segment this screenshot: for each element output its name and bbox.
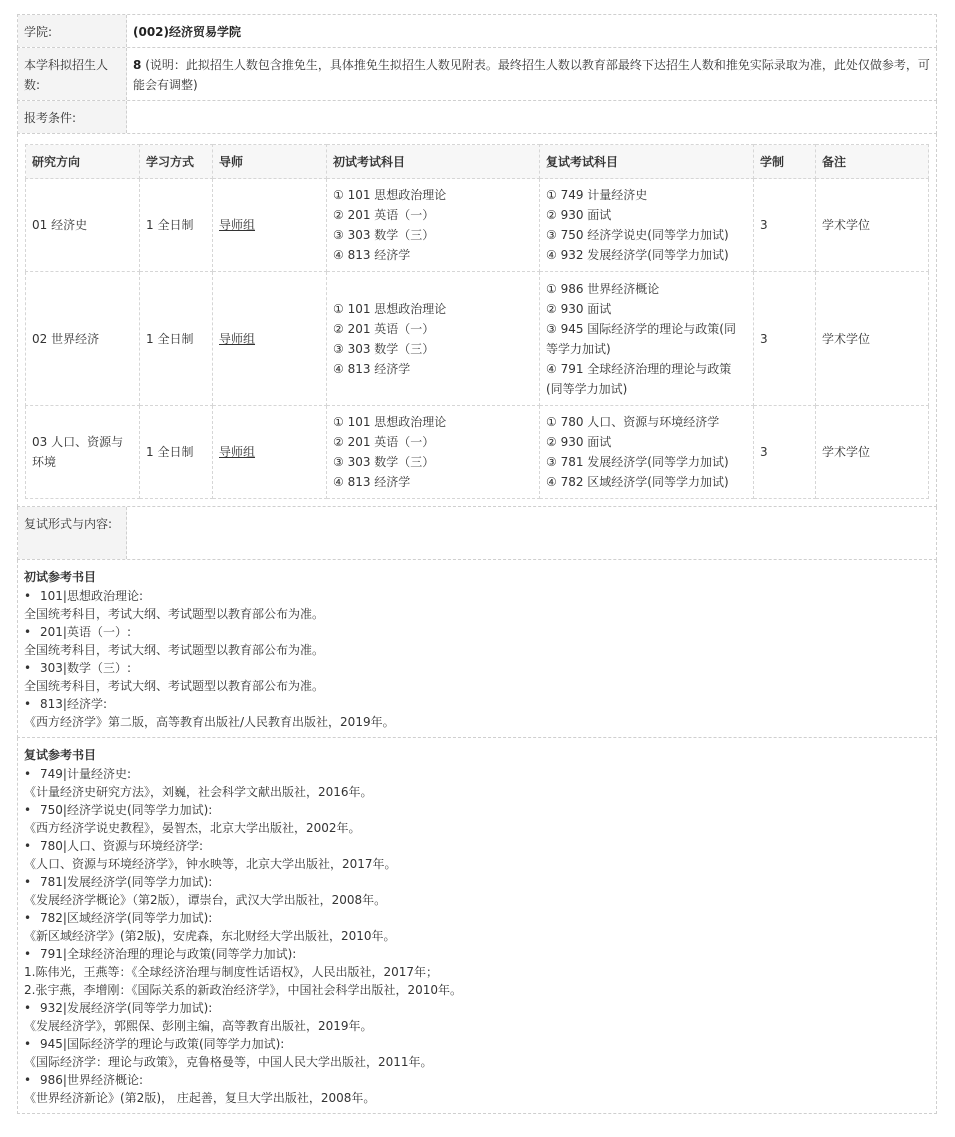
subject-line: ① 101 思想政治理论 (333, 301, 447, 316)
table-header-row (26, 145, 929, 179)
mode-cell: 1 全日制 (140, 179, 213, 272)
retest-format-row (17, 507, 937, 560)
subject-line: ① 101 思想政治理论 (333, 415, 447, 429)
initial-books-title: 初试参考书目 (24, 570, 97, 584)
tutor-cell (213, 406, 327, 499)
col-header: 研究方向 (26, 145, 140, 179)
subject-line: ③ 945 国际经济学的理论与政策(同等学力加试) (546, 321, 736, 356)
subject-line: ④ 813 经济学 (333, 248, 411, 262)
table-row (26, 179, 929, 272)
conditions-label: 报考条件: (18, 101, 127, 133)
book-entry: 全国统考科目，考试大纲、考试题型以教育部公布为准。 (24, 679, 325, 693)
book-entry: 《世界经济新论》(第2版)， 庄起善，复旦大学出版社，2008年。 (24, 1091, 376, 1105)
subject-line: ④ 782 区域经济学(同等学力加试) (546, 475, 729, 489)
program-table (25, 144, 929, 499)
initial-subjects-cell (327, 272, 540, 406)
direction-cell: 03 人口、资源与环境 (26, 406, 140, 499)
subject-line: ② 201 英语（一） (333, 321, 435, 336)
book-subject: • 782|区域经济学(同等学力加试): (24, 909, 930, 927)
years-cell: 3 (754, 406, 816, 499)
col-header: 初试考试科目 (327, 145, 540, 179)
subject-line: ① 749 计量经济史 (546, 188, 648, 202)
initial-subjects-cell (327, 179, 540, 272)
book-entry: 1.陈伟光，王燕等：《全球经济治理与制度性话语权》，人民出版社，2017年； (24, 965, 438, 979)
subject-line: ③ 303 数学（三） (333, 228, 435, 242)
subject-line: ④ 813 经济学 (333, 361, 411, 376)
book-subject: • 201|英语（一）: (24, 623, 930, 641)
subject-line: ④ 813 经济学 (333, 475, 411, 489)
retest-books-section (17, 738, 937, 1114)
subject-line: ③ 750 经济学说史(同等学力加试) (546, 228, 729, 242)
subject-line: ③ 303 数学（三） (333, 341, 435, 356)
book-entry: 全国统考科目，考试大纲、考试题型以教育部公布为准。 (24, 607, 325, 621)
book-entry: 《新区域经济学》(第2版)，安虎森，东北财经大学出版社，2010年。 (24, 929, 396, 943)
tutor-cell (213, 272, 327, 406)
quota-row (17, 48, 937, 101)
quota-number: 8 (133, 58, 142, 72)
book-subject: • 749|计量经济史: (24, 765, 930, 783)
tutor-link[interactable]: 导师组 (219, 218, 256, 232)
initial-subjects-cell (327, 406, 540, 499)
book-entry: 《人口、资源与环境经济学》，钟水映等，北京大学出版社，2017年。 (24, 857, 397, 871)
years-cell: 3 (754, 272, 816, 406)
book-subject: • 101|思想政治理论: (24, 587, 930, 605)
quota-label: 本学科拟招生人数: (18, 48, 127, 100)
subject-line: ② 201 英语（一） (333, 208, 435, 222)
conditions-value (127, 101, 936, 133)
initial-books-section (17, 560, 937, 738)
college-row (17, 14, 937, 48)
book-subject: • 750|经济学说史(同等学力加试): (24, 801, 930, 819)
book-subject: • 813|经济学: (24, 695, 930, 713)
tutor-link[interactable]: 导师组 (219, 445, 256, 459)
col-header: 备注 (816, 145, 929, 179)
retest-format-label: 复试形式与内容: (18, 507, 127, 559)
note-cell: 学术学位 (816, 406, 929, 499)
book-subject: • 781|发展经济学(同等学力加试): (24, 873, 930, 891)
col-header: 学制 (754, 145, 816, 179)
book-entry: 《国际经济学：理论与政策》，克鲁格曼等，中国人民大学出版社，2011年。 (24, 1055, 433, 1069)
table-row (26, 406, 929, 499)
retest-subjects-cell (540, 179, 754, 272)
book-subject: • 945|国际经济学的理论与政策(同等学力加试): (24, 1035, 930, 1053)
mode-cell: 1 全日制 (140, 406, 213, 499)
tutor-cell (213, 179, 327, 272)
table-row (26, 272, 929, 406)
book-entry: 《西方经济学》第二版，高等教育出版社/人民教育出版社，2019年。 (24, 715, 395, 729)
subject-line: ② 201 英语（一） (333, 435, 435, 449)
retest-books-title: 复试参考书目 (24, 748, 97, 762)
conditions-row (17, 101, 937, 134)
mode-cell: 1 全日制 (140, 272, 213, 406)
book-subject: • 791|全球经济治理的理论与政策(同等学力加试): (24, 945, 930, 963)
subject-line: ① 986 世界经济概论 (546, 281, 660, 296)
subject-line: ④ 932 发展经济学(同等学力加试) (546, 248, 729, 262)
subject-line: ① 101 思想政治理论 (333, 188, 447, 202)
book-subject: • 986|世界经济概论: (24, 1071, 930, 1089)
book-subject: • 780|人口、资源与环境经济学: (24, 837, 930, 855)
subject-line: ③ 303 数学（三） (333, 455, 435, 469)
college-value: (002)经济贸易学院 (133, 25, 242, 39)
subject-line: ② 930 面试 (546, 301, 612, 316)
subject-line: ② 930 面试 (546, 208, 612, 222)
subject-line: ① 780 人口、资源与环境经济学 (546, 415, 720, 429)
years-cell: 3 (754, 179, 816, 272)
subject-line: ④ 791 全球经济治理的理论与政策(同等学力加试) (546, 361, 732, 396)
retest-format-value (127, 507, 936, 559)
program-detail (17, 14, 937, 1114)
direction-cell: 02 世界经济 (26, 272, 140, 406)
book-subject: • 932|发展经济学(同等学力加试): (24, 999, 930, 1017)
book-entry: 全国统考科目，考试大纲、考试题型以教育部公布为准。 (24, 643, 325, 657)
note-cell: 学术学位 (816, 179, 929, 272)
retest-subjects-cell (540, 272, 754, 406)
note-cell: 学术学位 (816, 272, 929, 406)
direction-cell: 01 经济史 (26, 179, 140, 272)
subject-line: ② 930 面试 (546, 435, 612, 449)
subject-line: ③ 781 发展经济学(同等学力加试) (546, 455, 729, 469)
quota-note: (说明：此拟招生人数包含推免生，具体推免生拟招生人数见附表。最终招生人数以教育部最终下达招生人数和推免实际录取为准，此处仅做参考，可能会有调整) (133, 58, 930, 92)
col-header: 导师 (213, 145, 327, 179)
col-header: 复试考试科目 (540, 145, 754, 179)
college-label: 学院: (18, 15, 127, 47)
tutor-link[interactable]: 导师组 (219, 331, 256, 346)
program-table-cell (17, 134, 937, 507)
book-entry: 《发展经济学》，郭熙保、彭刚主编，高等教育出版社，2019年。 (24, 1019, 373, 1033)
col-header: 学习方式 (140, 145, 213, 179)
book-entry: 2.张宇燕，李增刚：《国际关系的新政治经济学》，中国社会科学出版社，2010年。 (24, 983, 462, 997)
book-subject: • 303|数学（三）: (24, 659, 930, 677)
book-entry: 《计量经济史研究方法》，刘巍，社会科学文献出版社，2016年。 (24, 785, 373, 799)
retest-subjects-cell (540, 406, 754, 499)
book-entry: 《发展经济学概论》（第2版），谭崇台，武汉大学出版社，2008年。 (24, 893, 387, 907)
book-entry: 《西方经济学说史教程》，晏智杰，北京大学出版社，2002年。 (24, 821, 361, 835)
quota-value (127, 48, 936, 100)
